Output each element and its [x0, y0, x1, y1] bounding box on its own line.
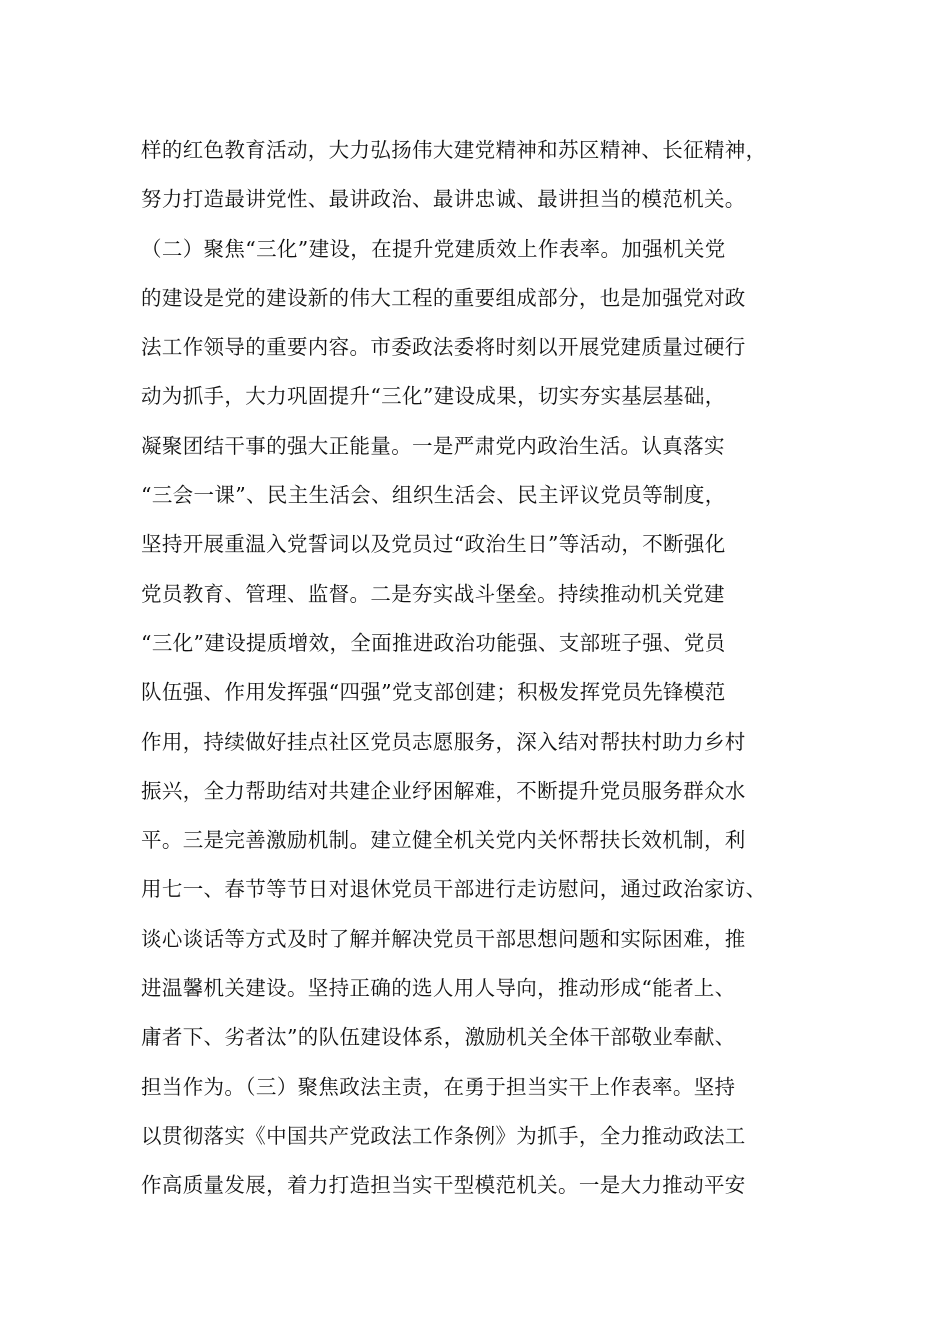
text-line: 作高质量发展，着力打造担当实干型模范机关。一是大力推动平安: [141, 1173, 746, 1198]
text-line: 坚持开展重温入党誓词以及党员过“政治生日”等活动，不断强化: [141, 532, 726, 557]
text-line: 动为抓手，大力巩固提升“三化”建设成果，切实夯实基层基础，: [141, 384, 726, 409]
text-line: 用七一、春节等节日对退休党员干部进行走访慰问，通过政治家访、: [141, 877, 767, 902]
text-line: 作用，持续做好挂点社区党员志愿服务，深入结对帮扶村助力乡村: [141, 729, 746, 754]
text-line: （二）聚焦“三化”建设，在提升党建质效上作表率。加强机关党: [141, 236, 726, 261]
text-line: 担当作为。（三）聚焦政法主责，在勇于担当实干上作表率。坚持: [141, 1074, 736, 1099]
text-line: 法工作领导的重要内容。市委政法委将时刻以开展党建质量过硬行: [141, 335, 746, 360]
text-line: 平。三是完善激励机制。建立健全机关党内关怀帮扶长效机制，利: [141, 828, 746, 853]
text-line: 党员教育、管理、监督。二是夯实战斗堡垒。持续推动机关党建: [141, 581, 725, 606]
text-line: “三化”建设提质增效，全面推进政治功能强、支部班子强、党员: [141, 630, 726, 655]
text-line: 庸者下、劣者汰”的队伍建设体系，激励机关全体干部敬业奉献、: [141, 1025, 736, 1050]
text-line: 谈心谈话等方式及时了解并解决党员干部思想问题和实际困难，推: [141, 926, 746, 951]
text-line: 以贯彻落实《中国共产党政法工作条例》为抓手，全力推动政法工: [141, 1123, 746, 1148]
body-text: [141, 126, 841, 1211]
text-line: 的建设是党的建设新的伟大工程的重要组成部分，也是加强党对政: [141, 285, 746, 310]
text-line: 振兴，全力帮助结对共建企业纾困解难，不断提升党员服务群众水: [141, 778, 746, 803]
text-line: “三会一课”、民主生活会、组织生活会、民主评议党员等制度，: [141, 483, 726, 508]
text-line: 队伍强、作用发挥强“四强”党支部创建；积极发挥党员先锋模范: [141, 680, 726, 705]
text-line: 样的红色教育活动，大力弘扬伟大建党精神和苏区精神、长征精神，: [141, 138, 767, 162]
text-line: 进温馨机关建设。坚持正确的选人用人导向，推动形成“能者上、: [141, 976, 736, 1001]
text-line: 努力打造最讲党性、最讲政治、最讲忠诚、最讲担当的模范机关。: [141, 187, 746, 212]
text-line: 凝聚团结干事的强大正能量。一是严肃党内政治生活。认真落实: [141, 433, 725, 458]
